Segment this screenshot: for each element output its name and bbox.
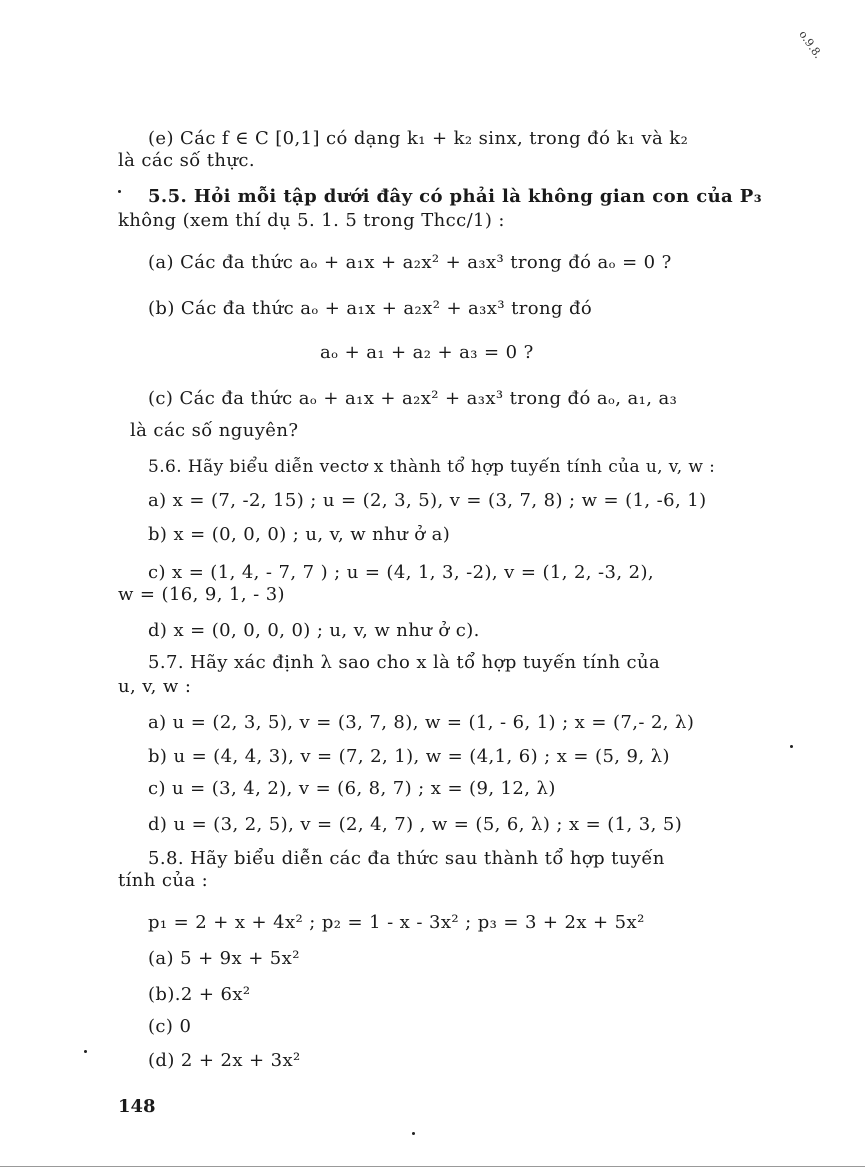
scan-speck	[790, 745, 793, 748]
page-bottom-edge	[0, 1166, 865, 1167]
scan-speck	[84, 1050, 87, 1053]
text-line: d) x = (0, 0, 0, 0) ; u, v, w như ở c).	[148, 620, 480, 641]
text-line: (b).2 + 6x²	[148, 984, 251, 1005]
text-line: u, v, w :	[118, 676, 192, 697]
equation-line: p₁ = 2 + x + 4x² ; p₂ = 1 - x - 3x² ; p₃ = 3 + 2x + 5x²	[148, 912, 645, 933]
scan-speck	[412, 1132, 415, 1135]
text-line: (b) Các đa thức aₒ + a₁x + a₂x² + a₃x³ trong đó	[148, 298, 593, 319]
exercise-heading: 5.6. Hãy biểu diễn vectơ x thành tổ hợp tuyến tính của u, v, w :	[148, 457, 716, 477]
text-line: không (xem thí dụ 5. 1. 5 trong Thcc/1) :	[118, 210, 505, 231]
text-line: a) u = (2, 3, 5), v = (3, 7, 8), w = (1, - 6, 1) ; x = (7,- 2, λ)	[148, 712, 695, 733]
exercise-heading: 5.7. Hãy xác định λ sao cho x là tổ hợp tuyến tính của	[148, 652, 661, 673]
text-line: (c) Các đa thức aₒ + a₁x + a₂x² + a₃x³ trong đó aₒ, a₁, a₃	[148, 388, 678, 409]
text-line: (a) 5 + 9x + 5x²	[148, 948, 300, 969]
text-line: c) u = (3, 4, 2), v = (6, 8, 7) ; x = (9, 12, λ)	[148, 778, 556, 799]
text-line: d) u = (3, 2, 5), v = (2, 4, 7) , w = (5, 6, λ) ; x = (1, 3, 5)	[148, 814, 683, 835]
exercise-heading: 5.8. Hãy biểu diễn các đa thức sau thành tổ hợp tuyến	[148, 848, 665, 869]
equation-line: aₒ + a₁ + a₂ + a₃ = 0 ?	[320, 342, 534, 363]
text-line: c) x = (1, 4, - 7, 7 ) ; u = (4, 1, 3, -2), v = (1, 2, -3, 2),	[148, 562, 655, 583]
text-line: tính của :	[118, 870, 209, 891]
scan-speck	[118, 190, 121, 193]
text-line: là các số nguyên?	[130, 420, 299, 441]
text-line: (c) 0	[148, 1016, 192, 1037]
text-line: là các số thực.	[118, 150, 256, 171]
text-line: a) x = (7, -2, 15) ; u = (2, 3, 5), v = (3, 7, 8) ; w = (1, -6, 1)	[148, 490, 707, 511]
text-line: w = (16, 9, 1, - 3)	[118, 584, 285, 605]
text-line: (a) Các đa thức aₒ + a₁x + a₂x² + a₃x³ trong đó aₒ = 0 ?	[148, 252, 672, 273]
text-line: (d) 2 + 2x + 3x²	[148, 1050, 301, 1071]
page-number: 148	[118, 1096, 156, 1117]
corner-mark: o.9.8.	[796, 28, 825, 61]
text-line: b) u = (4, 4, 3), v = (7, 2, 1), w = (4,1, 6) ; x = (5, 9, λ)	[148, 746, 670, 767]
exercise-heading: 5.5. Hỏi mỗi tập dưới đây có phải là không gian con của P₃	[148, 186, 763, 207]
text-line: b) x = (0, 0, 0) ; u, v, w như ở a)	[148, 524, 451, 545]
text-line: (e) Các f ∈ C [0,1] có dạng k₁ + k₂ sinx, trong đó k₁ và k₂	[148, 128, 689, 149]
